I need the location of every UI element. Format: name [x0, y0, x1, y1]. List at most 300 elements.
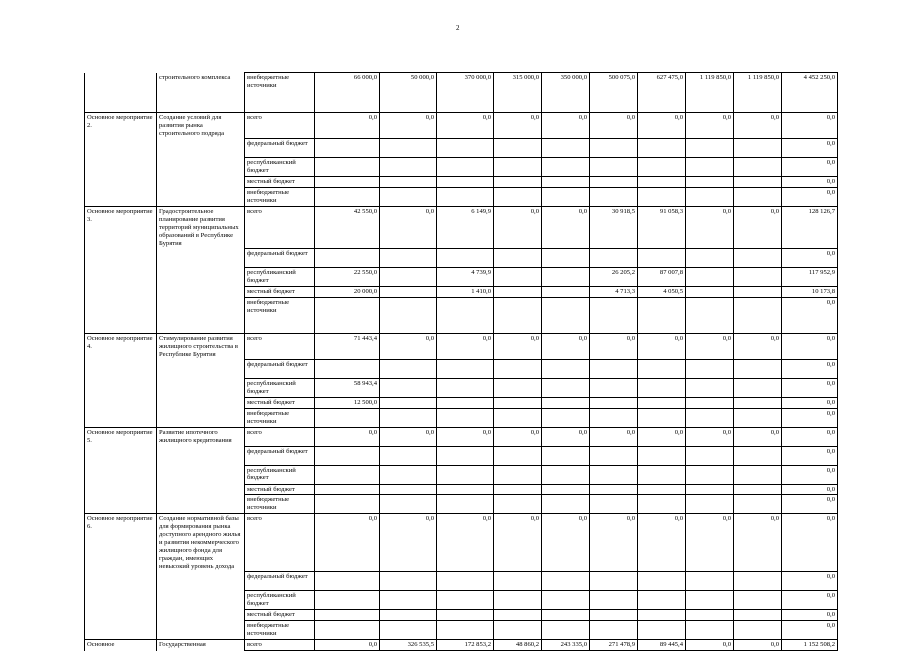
funding-source-cell: местный бюджет [245, 398, 315, 409]
year-value-cell [494, 268, 542, 287]
year-value-cell: 0,0 [437, 334, 494, 360]
funding-source-cell: всего [245, 207, 315, 249]
year-value-cell: 0,0 [315, 428, 380, 446]
table-row [85, 465, 838, 484]
year-value-cell [494, 360, 542, 379]
year-value-cell: 0,0 [686, 113, 734, 139]
year-value-cell [494, 249, 542, 268]
year-value-cell [380, 398, 437, 409]
measure-cell [85, 398, 157, 409]
total-cell: 0,0 [782, 591, 838, 610]
funding-source-cell: местный бюджет [245, 484, 315, 495]
year-value-cell [380, 465, 437, 484]
year-value-cell [494, 139, 542, 158]
total-cell: 0,0 [782, 610, 838, 621]
year-value-cell [437, 298, 494, 334]
year-value-cell [380, 379, 437, 398]
year-value-cell [638, 398, 686, 409]
year-value-cell [686, 268, 734, 287]
year-value-cell [590, 158, 638, 177]
year-value-cell [686, 465, 734, 484]
year-value-cell [380, 360, 437, 379]
year-value-cell [590, 409, 638, 428]
year-value-cell [638, 621, 686, 640]
year-value-cell [734, 379, 782, 398]
year-value-cell [494, 610, 542, 621]
year-value-cell: 0,0 [542, 428, 590, 446]
measure-name-cell [157, 409, 245, 428]
funding-source-cell: местный бюджет [245, 177, 315, 188]
measure-cell [85, 409, 157, 428]
measure-cell [85, 379, 157, 398]
year-value-cell [494, 298, 542, 334]
year-value-cell: 22 550,0 [315, 268, 380, 287]
year-value-cell: 0,0 [494, 207, 542, 249]
year-value-cell [380, 446, 437, 465]
year-value-cell [315, 591, 380, 610]
table-row [85, 621, 838, 640]
year-value-cell: 0,0 [315, 640, 380, 651]
measure-cell: Основное мероприятие 6. [85, 514, 157, 572]
table-row [85, 139, 838, 158]
funding-table [84, 72, 838, 651]
year-value-cell: 0,0 [686, 207, 734, 249]
year-value-cell [542, 409, 590, 428]
year-value-cell [437, 591, 494, 610]
year-value-cell [686, 495, 734, 514]
year-value-cell [437, 495, 494, 514]
year-value-cell: 0,0 [494, 428, 542, 446]
total-cell: 128 126,7 [782, 207, 838, 249]
year-value-cell: 0,0 [638, 514, 686, 572]
year-value-cell: 0,0 [380, 428, 437, 446]
year-value-cell: 627 475,0 [638, 73, 686, 113]
year-value-cell: 172 853,2 [437, 640, 494, 651]
total-cell: 0,0 [782, 495, 838, 514]
measure-name-cell [157, 591, 245, 610]
table-row [85, 640, 838, 651]
year-value-cell [380, 188, 437, 207]
year-value-cell [590, 484, 638, 495]
year-value-cell [494, 572, 542, 591]
year-value-cell [542, 465, 590, 484]
year-value-cell [315, 484, 380, 495]
year-value-cell [638, 379, 686, 398]
year-value-cell [734, 398, 782, 409]
measure-name-cell [157, 249, 245, 268]
year-value-cell: 0,0 [734, 428, 782, 446]
year-value-cell [638, 610, 686, 621]
year-value-cell: 4 713,3 [590, 287, 638, 298]
table-row [85, 249, 838, 268]
year-value-cell [638, 572, 686, 591]
measure-cell [85, 158, 157, 177]
year-value-cell: 0,0 [437, 428, 494, 446]
table-row [85, 158, 838, 177]
measure-name-cell: Создание условий для развития рынка строительного подряда [157, 113, 245, 139]
funding-source-cell: всего [245, 640, 315, 651]
year-value-cell [686, 139, 734, 158]
year-value-cell: 0,0 [590, 113, 638, 139]
year-value-cell [437, 446, 494, 465]
year-value-cell: 89 445,4 [638, 640, 686, 651]
year-value-cell: 1 410,0 [437, 287, 494, 298]
year-value-cell [638, 484, 686, 495]
table-row [85, 446, 838, 465]
year-value-cell: 0,0 [686, 428, 734, 446]
year-value-cell: 0,0 [542, 334, 590, 360]
year-value-cell: 42 550,0 [315, 207, 380, 249]
year-value-cell: 1 119 850,0 [734, 73, 782, 113]
year-value-cell [315, 158, 380, 177]
measure-cell [85, 298, 157, 334]
year-value-cell [494, 379, 542, 398]
year-value-cell [542, 249, 590, 268]
year-value-cell: 91 058,3 [638, 207, 686, 249]
funding-source-cell: внебюджетные источники [245, 188, 315, 207]
year-value-cell [638, 591, 686, 610]
year-value-cell: 0,0 [542, 514, 590, 572]
year-value-cell [542, 484, 590, 495]
year-value-cell [734, 484, 782, 495]
funding-source-cell: республиканский бюджет [245, 465, 315, 484]
funding-source-cell: республиканский бюджет [245, 591, 315, 610]
year-value-cell: 0,0 [494, 334, 542, 360]
measure-name-cell [157, 484, 245, 495]
funding-source-cell: внебюджетные источники [245, 298, 315, 334]
table-row [85, 409, 838, 428]
year-value-cell [494, 591, 542, 610]
total-cell: 0,0 [782, 298, 838, 334]
measure-cell [85, 268, 157, 287]
year-value-cell: 12 500,0 [315, 398, 380, 409]
year-value-cell [734, 591, 782, 610]
total-cell: 0,0 [782, 334, 838, 360]
funding-source-cell: федеральный бюджет [245, 446, 315, 465]
measure-name-cell: Развитие ипотечного жилищного кредитования [157, 428, 245, 446]
measure-name-cell [157, 268, 245, 287]
year-value-cell: 30 918,5 [590, 207, 638, 249]
year-value-cell [380, 495, 437, 514]
year-value-cell: 0,0 [542, 207, 590, 249]
measure-name-cell: строительного комплекса [157, 73, 245, 113]
funding-source-cell: федеральный бюджет [245, 360, 315, 379]
total-cell: 0,0 [782, 409, 838, 428]
year-value-cell [590, 188, 638, 207]
year-value-cell [686, 591, 734, 610]
year-value-cell: 0,0 [638, 428, 686, 446]
year-value-cell [494, 621, 542, 640]
measure-cell [85, 572, 157, 591]
year-value-cell [686, 446, 734, 465]
year-value-cell: 0,0 [494, 514, 542, 572]
year-value-cell: 87 007,8 [638, 268, 686, 287]
year-value-cell [437, 409, 494, 428]
year-value-cell [686, 188, 734, 207]
year-value-cell [590, 360, 638, 379]
year-value-cell: 0,0 [437, 514, 494, 572]
year-value-cell [542, 139, 590, 158]
year-value-cell [734, 268, 782, 287]
year-value-cell: 0,0 [734, 514, 782, 572]
year-value-cell [590, 621, 638, 640]
year-value-cell [734, 360, 782, 379]
year-value-cell [542, 591, 590, 610]
table-row [85, 207, 838, 249]
year-value-cell: 350 000,0 [542, 73, 590, 113]
funding-source-cell: республиканский бюджет [245, 379, 315, 398]
year-value-cell [315, 188, 380, 207]
year-value-cell [734, 495, 782, 514]
year-value-cell [686, 610, 734, 621]
year-value-cell [542, 188, 590, 207]
year-value-cell [542, 268, 590, 287]
measure-cell [85, 139, 157, 158]
table-row [85, 113, 838, 139]
year-value-cell [686, 177, 734, 188]
year-value-cell [734, 287, 782, 298]
year-value-cell [542, 177, 590, 188]
year-value-cell [686, 398, 734, 409]
measure-name-cell [157, 621, 245, 640]
year-value-cell: 48 860,2 [494, 640, 542, 651]
year-value-cell [734, 158, 782, 177]
year-value-cell [590, 177, 638, 188]
total-cell: 0,0 [782, 249, 838, 268]
total-cell: 0,0 [782, 621, 838, 640]
year-value-cell [590, 298, 638, 334]
measure-cell [85, 287, 157, 298]
measure-cell [85, 495, 157, 514]
year-value-cell [542, 621, 590, 640]
total-cell: 0,0 [782, 484, 838, 495]
year-value-cell [437, 188, 494, 207]
year-value-cell [590, 379, 638, 398]
year-value-cell: 71 443,4 [315, 334, 380, 360]
measure-cell [85, 591, 157, 610]
funding-source-cell: федеральный бюджет [245, 249, 315, 268]
year-value-cell [686, 249, 734, 268]
year-value-cell: 0,0 [315, 514, 380, 572]
year-value-cell: 0,0 [590, 334, 638, 360]
year-value-cell [380, 484, 437, 495]
year-value-cell [315, 572, 380, 591]
measure-cell: Основное мероприятие 4. [85, 334, 157, 360]
measure-name-cell [157, 446, 245, 465]
funding-source-cell: внебюджетные источники [245, 409, 315, 428]
table-row [85, 360, 838, 379]
measure-cell [85, 249, 157, 268]
year-value-cell: 0,0 [734, 113, 782, 139]
year-value-cell [315, 249, 380, 268]
year-value-cell: 1 119 850,0 [686, 73, 734, 113]
year-value-cell [380, 158, 437, 177]
measure-cell [85, 621, 157, 640]
total-cell: 0,0 [782, 514, 838, 572]
measure-name-cell [157, 360, 245, 379]
measure-name-cell [157, 158, 245, 177]
year-value-cell [686, 158, 734, 177]
year-value-cell [686, 572, 734, 591]
funding-source-cell: республиканский бюджет [245, 268, 315, 287]
year-value-cell: 66 000,0 [315, 73, 380, 113]
total-cell: 0,0 [782, 158, 838, 177]
year-value-cell [494, 446, 542, 465]
year-value-cell [638, 465, 686, 484]
year-value-cell [686, 379, 734, 398]
year-value-cell [734, 409, 782, 428]
measure-name-cell [157, 398, 245, 409]
table-row [85, 514, 838, 572]
year-value-cell [542, 610, 590, 621]
table-row [85, 610, 838, 621]
page-number: 2 [456, 24, 460, 32]
year-value-cell: 0,0 [734, 207, 782, 249]
measure-cell: Основное мероприятие 2. [85, 113, 157, 139]
year-value-cell [734, 446, 782, 465]
year-value-cell [590, 446, 638, 465]
year-value-cell [380, 177, 437, 188]
year-value-cell [494, 287, 542, 298]
year-value-cell [590, 398, 638, 409]
year-value-cell [638, 188, 686, 207]
table-row [85, 428, 838, 446]
year-value-cell [686, 484, 734, 495]
measure-cell: Основное мероприятие 5. [85, 428, 157, 446]
year-value-cell: 0,0 [380, 207, 437, 249]
measure-name-cell [157, 298, 245, 334]
funding-source-cell: федеральный бюджет [245, 572, 315, 591]
year-value-cell: 0,0 [686, 514, 734, 572]
funding-source-cell: местный бюджет [245, 287, 315, 298]
year-value-cell [437, 572, 494, 591]
year-value-cell [638, 360, 686, 379]
table-row [85, 398, 838, 409]
total-cell: 10 173,8 [782, 287, 838, 298]
year-value-cell [590, 591, 638, 610]
year-value-cell [437, 360, 494, 379]
funding-source-cell: всего [245, 113, 315, 139]
year-value-cell: 0,0 [638, 334, 686, 360]
year-value-cell [734, 139, 782, 158]
year-value-cell [590, 610, 638, 621]
year-value-cell [542, 158, 590, 177]
year-value-cell [638, 409, 686, 428]
year-value-cell [638, 249, 686, 268]
year-value-cell: 4 739,9 [437, 268, 494, 287]
total-cell: 0,0 [782, 446, 838, 465]
table-row [85, 188, 838, 207]
total-cell: 0,0 [782, 188, 838, 207]
funding-source-cell: республиканский бюджет [245, 158, 315, 177]
table-row [85, 572, 838, 591]
measure-name-cell [157, 177, 245, 188]
year-value-cell [315, 495, 380, 514]
measure-cell [85, 188, 157, 207]
year-value-cell [437, 610, 494, 621]
funding-source-cell: внебюджетные источники [245, 495, 315, 514]
total-cell: 1 152 508,2 [782, 640, 838, 651]
year-value-cell [542, 572, 590, 591]
funding-source-cell: всего [245, 514, 315, 572]
total-cell: 0,0 [782, 177, 838, 188]
measure-name-cell: Создание нормативной базы для формирования рынка доступного арендного жилья и развития некоммерческого жилищного фонда для граждан, имеющих невысокий уровень дохода [157, 514, 245, 572]
total-cell: 117 952,9 [782, 268, 838, 287]
year-value-cell [494, 495, 542, 514]
year-value-cell [542, 398, 590, 409]
year-value-cell: 0,0 [590, 514, 638, 572]
year-value-cell: 58 943,4 [315, 379, 380, 398]
measure-cell [85, 73, 157, 113]
year-value-cell [542, 379, 590, 398]
table-row [85, 334, 838, 360]
total-cell: 0,0 [782, 572, 838, 591]
year-value-cell [494, 409, 542, 428]
table-row [85, 379, 838, 398]
year-value-cell [315, 446, 380, 465]
year-value-cell [734, 621, 782, 640]
year-value-cell: 0,0 [542, 113, 590, 139]
year-value-cell [380, 409, 437, 428]
year-value-cell [380, 572, 437, 591]
year-value-cell [380, 287, 437, 298]
funding-source-cell: местный бюджет [245, 610, 315, 621]
year-value-cell [315, 360, 380, 379]
year-value-cell [734, 298, 782, 334]
year-value-cell [494, 465, 542, 484]
table-row [85, 268, 838, 287]
year-value-cell [437, 158, 494, 177]
measure-cell [85, 484, 157, 495]
year-value-cell: 0,0 [590, 428, 638, 446]
table-row [85, 591, 838, 610]
year-value-cell [542, 298, 590, 334]
year-value-cell [315, 298, 380, 334]
year-value-cell [686, 287, 734, 298]
year-value-cell [380, 298, 437, 334]
year-value-cell [315, 610, 380, 621]
funding-source-cell: внебюджетные источники [245, 621, 315, 640]
funding-source-cell: федеральный бюджет [245, 139, 315, 158]
total-cell: 0,0 [782, 139, 838, 158]
year-value-cell [590, 139, 638, 158]
year-value-cell [590, 249, 638, 268]
year-value-cell: 0,0 [437, 113, 494, 139]
year-value-cell [380, 249, 437, 268]
measure-name-cell: Градостроительное планирование развития территорий муниципальных образований в Республике Бурятия [157, 207, 245, 249]
year-value-cell [437, 249, 494, 268]
year-value-cell: 370 000,0 [437, 73, 494, 113]
year-value-cell [638, 446, 686, 465]
year-value-cell [494, 188, 542, 207]
year-value-cell [638, 158, 686, 177]
year-value-cell [494, 177, 542, 188]
measure-cell [85, 360, 157, 379]
measure-name-cell [157, 139, 245, 158]
year-value-cell [638, 495, 686, 514]
measure-cell [85, 177, 157, 188]
year-value-cell: 0,0 [638, 113, 686, 139]
year-value-cell [437, 379, 494, 398]
year-value-cell [437, 465, 494, 484]
total-cell: 0,0 [782, 360, 838, 379]
funding-source-cell: внебюджетные источники [245, 73, 315, 113]
year-value-cell: 0,0 [380, 113, 437, 139]
year-value-cell [686, 409, 734, 428]
year-value-cell [686, 621, 734, 640]
table-row [85, 495, 838, 514]
year-value-cell [590, 465, 638, 484]
